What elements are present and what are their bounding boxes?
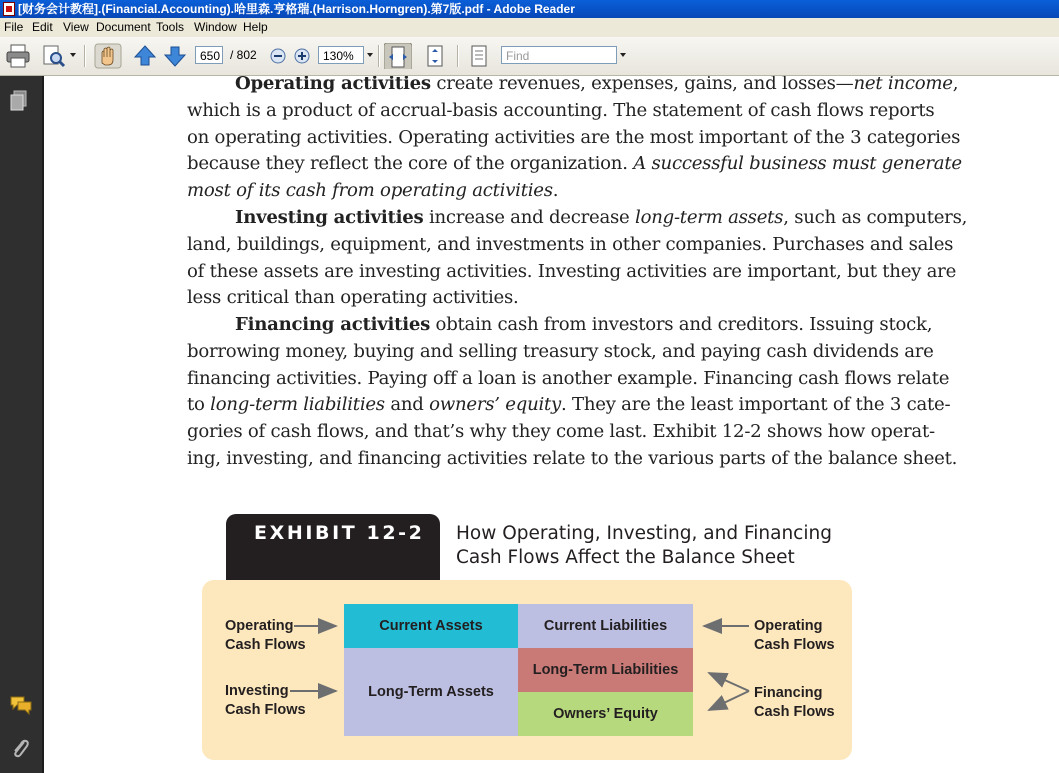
cell-long-term-assets: Long-Term Assets <box>344 648 518 736</box>
text-run: and <box>384 394 430 416</box>
text-run: , such as computers, <box>783 207 968 228</box>
exhibit-title-line: Cash Flows Affect the Balance Sheet <box>456 547 795 568</box>
menu-tools[interactable]: Tools <box>156 20 185 34</box>
paragraph-investing-activities <box>187 205 968 312</box>
single-page-icon[interactable] <box>467 43 491 69</box>
text-line <box>187 205 968 232</box>
menu-edit[interactable]: Edit <box>32 20 53 34</box>
emphasis-operating-cash: most of its cash from operating activities <box>187 180 553 202</box>
emphasis-long-term-assets: long-term assets <box>635 207 784 228</box>
menu-view[interactable]: View <box>63 20 89 34</box>
zoom-in-icon[interactable] <box>292 43 312 69</box>
fit-page-icon[interactable] <box>423 43 447 69</box>
find-input[interactable]: Find <box>501 46 617 64</box>
flow-arrows <box>202 580 852 760</box>
document-page <box>44 76 1059 773</box>
text-line: land, buildings, equipment, and investments in other companies. Purchases and sales <box>187 233 954 255</box>
term-operating-activities: Operating activities <box>235 76 431 94</box>
menu-help[interactable]: Help <box>243 20 268 34</box>
term-financing-activities: Financing activities <box>235 314 431 335</box>
text-run: create revenues, expenses, gains, and losses— <box>430 76 854 94</box>
text-line <box>187 312 933 339</box>
term-investing-activities: Investing activities <box>235 207 424 228</box>
text-line: of these assets are investing activities. Investing activities are important, but they are <box>187 260 957 282</box>
text-line: which is a product of accrual-basis accounting. The statement of cash flows reports <box>187 99 935 121</box>
next-page-icon[interactable] <box>162 43 188 69</box>
paragraph-operating-activities <box>187 76 962 205</box>
text-run: to <box>187 394 211 416</box>
text-line: ing, investing, and financing activities relate to the various parts of the balance sheet. <box>187 447 958 469</box>
label-line: Cash Flows <box>225 637 306 653</box>
pages-icon[interactable] <box>9 90 29 112</box>
cell-owners-equity: Owners’ Equity <box>518 692 693 736</box>
fit-width-icon[interactable] <box>384 43 412 69</box>
arrow-financing-to-long-term-liabilities <box>709 673 749 691</box>
zoom-level-input[interactable]: 130% <box>318 46 364 64</box>
cell-current-assets: Current Assets <box>344 604 518 648</box>
exhibit-label: EXHIBIT 12-2 <box>254 522 425 544</box>
window-title: [财务会计教程].(Financial.Accounting).哈里森.亨格瑞.(Harrison.Horngren).第7版.pdf - Adobe Reader <box>18 2 575 16</box>
attachments-icon[interactable] <box>9 736 31 760</box>
exhibit-title <box>456 522 832 570</box>
zoom-out-icon[interactable] <box>268 43 288 69</box>
emphasis-long-term-liabilities: long-term liabilities <box>210 394 385 416</box>
emphasis-net-income: net income <box>853 76 953 94</box>
search-dropdown-caret[interactable] <box>70 53 76 57</box>
label-line: Cash Flows <box>754 637 835 653</box>
text-line <box>187 392 951 419</box>
previous-page-icon[interactable] <box>132 43 158 69</box>
exhibit-title-line: How Operating, Investing, and Financing <box>456 523 832 544</box>
text-run: . They are the least important of the 3 cate- <box>561 394 951 416</box>
text-line: borrowing money, buying and selling treasury stock, and paying cash dividends are <box>187 340 934 362</box>
toolbar-separator <box>378 45 380 67</box>
emphasis-owners-equity: owners’ equity <box>429 394 562 416</box>
comments-icon[interactable] <box>9 694 33 716</box>
text-line: gories of cash flows, and that’s why they come last. Exhibit 12-2 shows how operat- <box>187 421 935 443</box>
adobe-reader-icon <box>3 2 15 16</box>
text-run: , <box>952 76 959 94</box>
title-bar <box>0 0 1059 18</box>
label-line: Operating <box>754 618 823 634</box>
toolbar-separator <box>457 45 459 67</box>
text-run: obtain cash from investors and creditors. Issuing stock, <box>430 314 933 335</box>
menu-bar <box>0 18 1059 38</box>
toolbar <box>0 37 1059 76</box>
exhibit-diagram <box>202 580 852 760</box>
text-line: on operating activities. Operating activities are the most important of the 3 categories <box>187 126 961 148</box>
label-line: Operating <box>225 618 294 634</box>
paragraph-financing-activities <box>187 312 958 473</box>
search-document-icon[interactable] <box>41 43 67 69</box>
text-line: financing activities. Paying off a loan is another example. Financing cash flows relate <box>187 367 950 389</box>
hand-tool-icon[interactable] <box>94 43 122 69</box>
label-line: Financing <box>754 685 823 701</box>
label-line: Cash Flows <box>225 702 306 718</box>
menu-document[interactable]: Document <box>96 20 151 34</box>
label-line: Investing <box>225 683 289 699</box>
zoom-dropdown-caret[interactable] <box>367 53 373 57</box>
cell-current-liabilities: Current Liabilities <box>518 604 693 648</box>
text-line <box>187 76 959 98</box>
menu-window[interactable]: Window <box>194 20 237 34</box>
navigation-panel <box>0 76 44 773</box>
cell-long-term-liabilities: Long-Term Liabilities <box>518 648 693 692</box>
menu-file[interactable]: File <box>4 20 24 34</box>
emphasis-successful-business: A successful business must generate <box>633 153 962 175</box>
text-run: . <box>552 180 559 202</box>
print-icon[interactable] <box>5 43 31 69</box>
find-dropdown-caret[interactable] <box>620 53 626 57</box>
text-run: increase and decrease <box>423 207 636 228</box>
toolbar-separator <box>84 45 86 67</box>
text-line <box>187 178 925 205</box>
text-line: less critical than operating activities. <box>187 287 519 309</box>
text-run: because they reflect the core of the organization. <box>187 153 634 175</box>
page-number-input[interactable]: 650 <box>195 46 223 64</box>
exhibit-tab <box>226 514 440 582</box>
page-total: / 802 <box>230 48 257 62</box>
label-line: Cash Flows <box>754 704 835 720</box>
text-line <box>187 151 962 178</box>
arrow-financing-to-owners-equity <box>709 691 749 710</box>
